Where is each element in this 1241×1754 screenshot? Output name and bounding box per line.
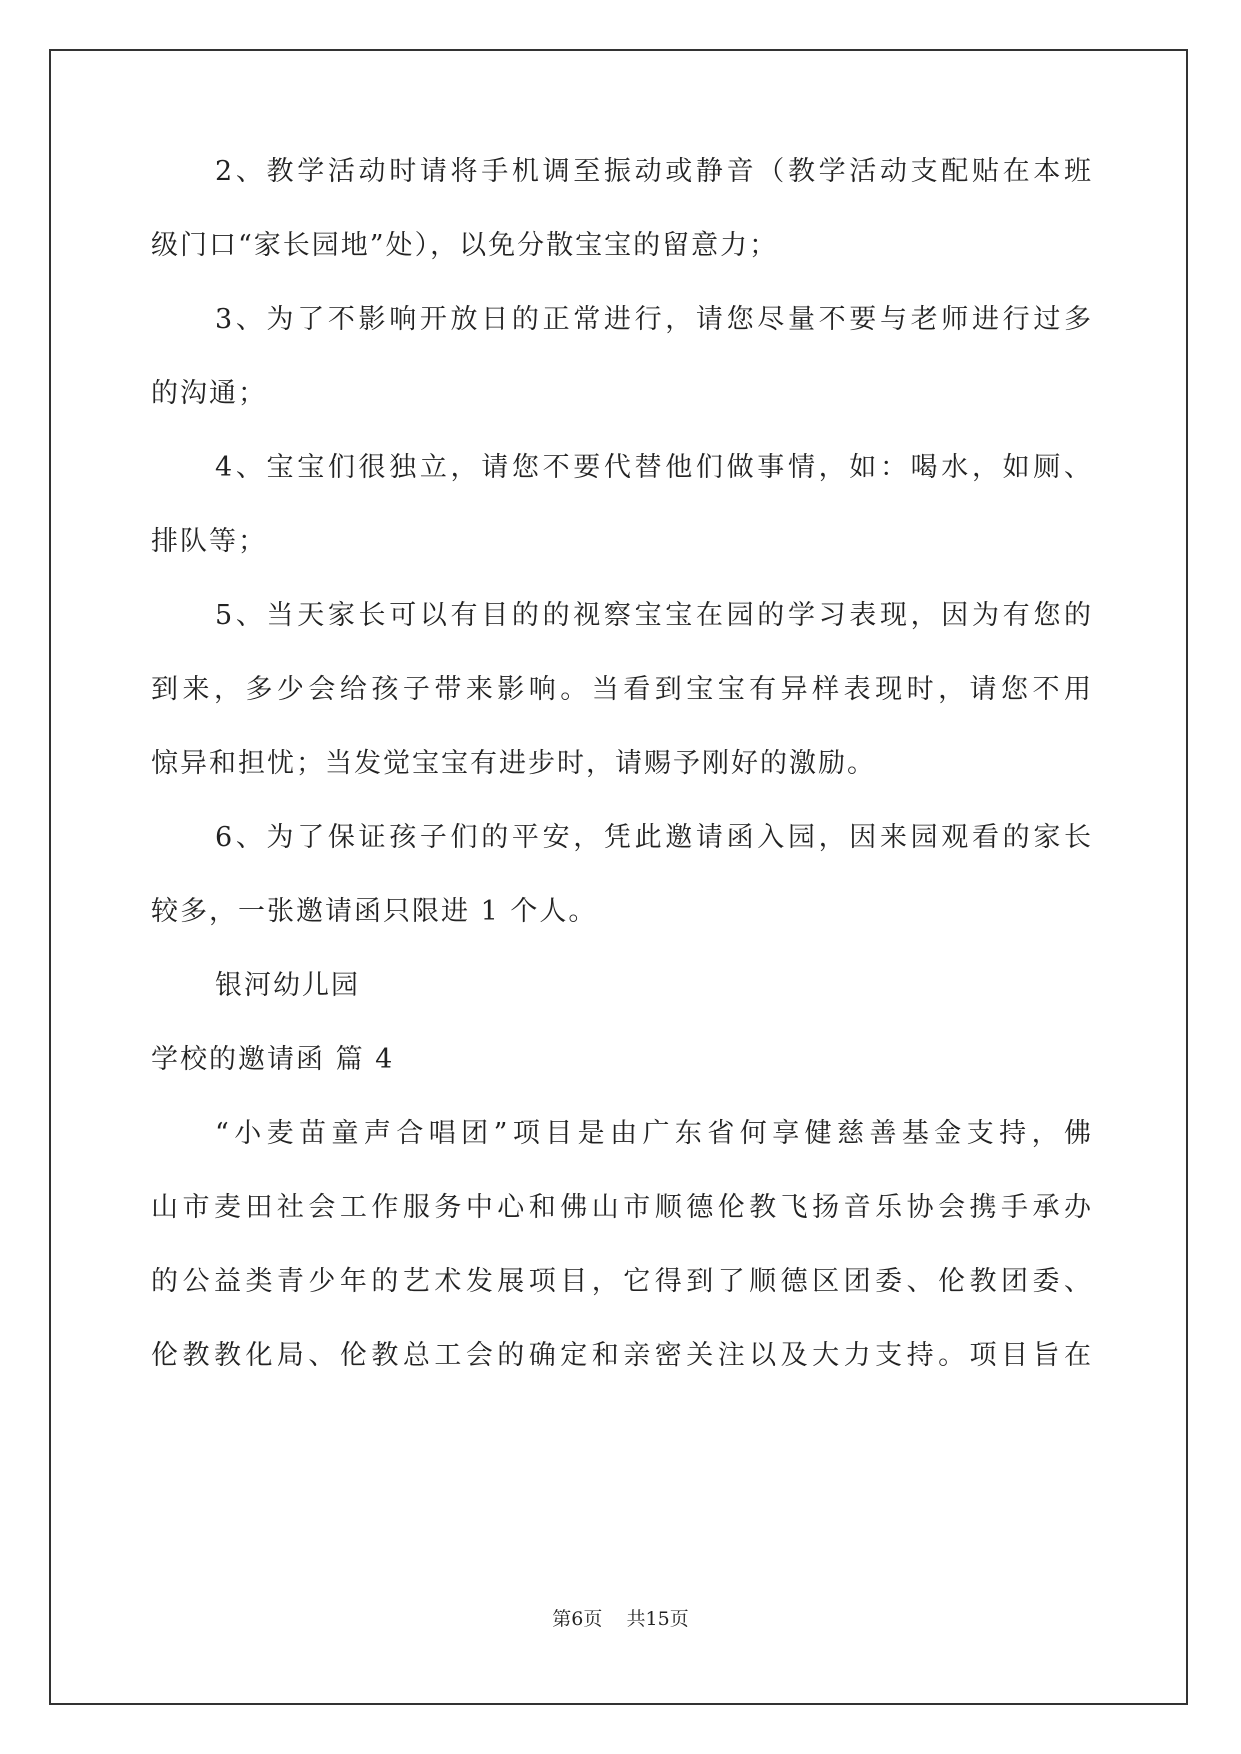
paragraph-line: 3、为了不影响开放日的正常进行，请您尽量不要与老师进行过多 (215, 304, 1091, 335)
paragraph-line: 6、为了保证孩子们的平安，凭此邀请函入园，因来园观看的家长 (215, 822, 1091, 853)
paragraph-line: 到来，多少会给孩子带来影响。当看到宝宝有异样表现时，请您不用 (151, 674, 1091, 705)
paragraph-line: “小麦苗童声合唱团”项目是由广东省何享健慈善基金支持，佛 (215, 1118, 1091, 1149)
paragraph-line: 级门口“家长园地”处），以免分散宝宝的留意力； (151, 230, 779, 261)
total-prefix: 共 (626, 1608, 646, 1630)
section-heading: 学校的邀请函 篇 4 (151, 1044, 395, 1075)
signature-line: 银河幼儿园 (215, 970, 360, 1001)
total-pages: 15 (645, 1608, 670, 1630)
page-suffix: 页 (583, 1608, 603, 1630)
paragraph-line: 排队等； (151, 526, 267, 557)
page-prefix: 第 (552, 1608, 572, 1630)
paragraph-line: 的沟通； (151, 378, 267, 409)
paragraph-line: 的公益类青少年的艺术发展项目，它得到了顺德区团委、伦教团委、 (151, 1266, 1091, 1297)
page-frame (49, 49, 1188, 1705)
paragraph-line: 5、当天家长可以有目的的视察宝宝在园的学习表现，因为有您的 (215, 600, 1091, 631)
paragraph-line: 惊异和担忧；当发觉宝宝有进步时，请赐予刚好的激励。 (151, 748, 876, 779)
paragraph-line: 山市麦田社会工作服务中心和佛山市顺德伦教飞扬音乐协会携手承办 (151, 1192, 1091, 1223)
paragraph-line: 2、教学活动时请将手机调至振动或静音（教学活动支配贴在本班 (215, 156, 1091, 187)
paragraph-line: 伦教教化局、伦教总工会的确定和亲密关注以及大力支持。项目旨在 (151, 1340, 1091, 1371)
paragraph-line: 较多，一张邀请函只限进 1 个人。 (151, 896, 598, 927)
paragraph-line: 4、宝宝们很独立，请您不要代替他们做事情，如：喝水，如厕、 (215, 452, 1091, 483)
page-number: 6 (571, 1608, 584, 1630)
page-footer (0, 1607, 1241, 1631)
total-suffix: 页 (669, 1608, 689, 1630)
